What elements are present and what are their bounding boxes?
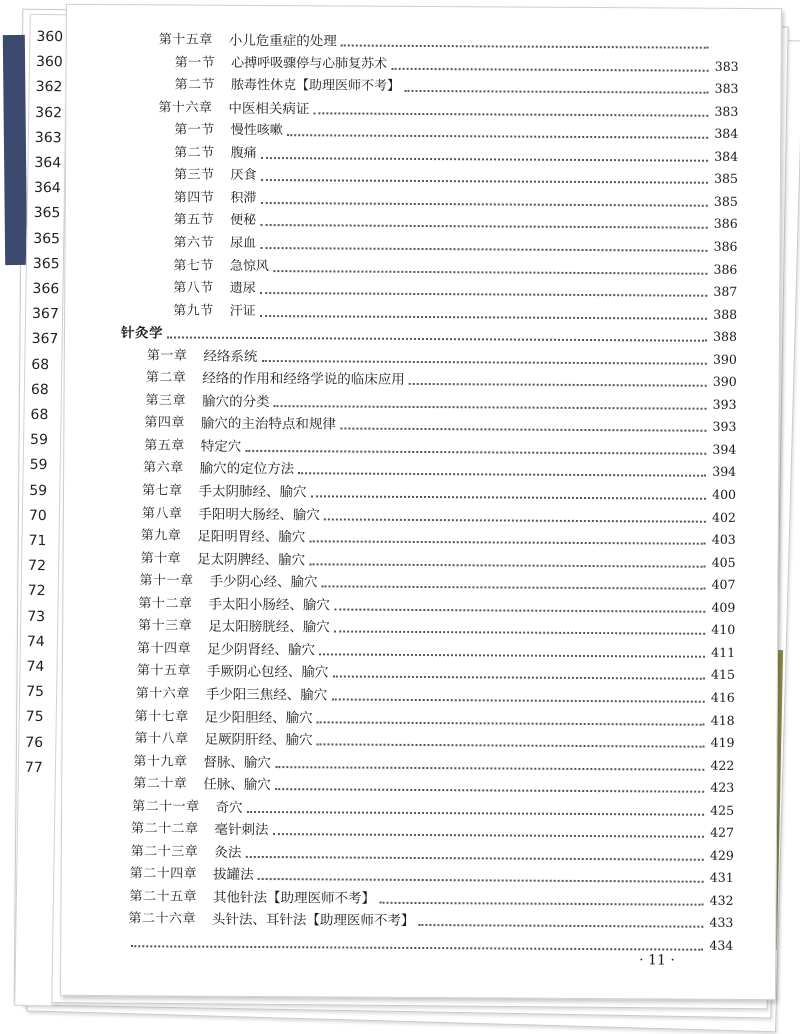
toc-entry-title: 经络的作用和经络学说的临床应用: [202, 370, 405, 389]
toc-entry-title: 足太阴脾经、腧穴: [197, 551, 306, 568]
toc-entry-title: 任脉、腧穴: [203, 776, 271, 794]
toc-entry-title: 足厥阴肝经、腧穴: [204, 731, 313, 749]
toc-entry-title: 手太阳小肠经、腧穴: [208, 596, 330, 614]
leader-dots: [272, 833, 703, 838]
toc-entry[interactable]: [128, 911, 733, 933]
toc-entry[interactable]: [146, 370, 737, 392]
toc-entry-label: 第一节: [174, 122, 215, 138]
leader-dots: [260, 247, 707, 252]
toc-entry-title: 汗证: [229, 303, 256, 319]
toc-entry[interactable]: [173, 234, 737, 255]
leader-dots: [245, 856, 703, 861]
leader-dots: [331, 698, 704, 702]
toc-entry-page: 411: [711, 644, 736, 660]
toc-entry-label: 第八节: [173, 280, 214, 296]
leader-dots: [317, 721, 705, 725]
toc-entry-title: 便秘: [230, 213, 257, 229]
toc-entry-page: 425: [710, 802, 735, 818]
toc-entry-label: 第六节: [173, 235, 215, 251]
toc-entry-page: 433: [709, 915, 734, 931]
toc-entry-page: 418: [710, 712, 735, 728]
toc-entry-title: 足少阳胆经、腧穴: [204, 709, 313, 726]
side-page-number: 77: [24, 759, 43, 776]
toc-entry-page: 415: [711, 667, 735, 683]
toc-entry-title: 其他针法【助理医师不考】: [213, 889, 376, 907]
leader-dots: [275, 788, 704, 793]
toc-entry[interactable]: [141, 527, 736, 549]
toc-entry-title: 心搏呼吸骤停与心肺复苏术: [231, 55, 388, 72]
toc-entry-title: 腹痛: [230, 145, 257, 161]
leader-dots: [418, 924, 703, 928]
toc-entry-page: 386: [713, 216, 738, 232]
toc-entry-label: 第十六章: [158, 100, 213, 116]
side-page-number: 364: [34, 154, 62, 172]
toc-entry[interactable]: [174, 144, 738, 165]
toc-entry[interactable]: [138, 618, 735, 640]
toc-entry-title: 足太阳膀胱经、腧穴: [208, 618, 330, 636]
side-page-number: 366: [32, 280, 60, 298]
toc-entry-page: 419: [710, 734, 735, 750]
toc-entry[interactable]: [159, 31, 739, 53]
toc-entry-page: 422: [710, 757, 735, 773]
leader-dots: [258, 878, 704, 883]
toc-entry-title: 足阳明胃经、腧穴: [197, 528, 306, 546]
toc-entry-label: 第二十章: [133, 776, 188, 792]
toc-entry-title: 经络系统: [203, 348, 258, 365]
leader-dots: [391, 67, 708, 71]
toc-entry-label: 第十六章: [135, 686, 190, 702]
toc-entry[interactable]: [174, 167, 738, 188]
toc-entry-label: 第一节: [174, 55, 216, 71]
toc-entry-label: 第三节: [173, 167, 215, 184]
toc-entry-title: 腧穴的主治特点和规律: [200, 415, 337, 433]
toc-entry-label: 第十章: [140, 550, 182, 567]
toc-entry-label: 第十二章: [138, 596, 193, 612]
toc-entry-page: 394: [712, 464, 737, 480]
toc-entry-label: 第十五章: [158, 32, 213, 48]
toc-entry[interactable]: [174, 212, 738, 233]
toc-entry[interactable]: [174, 189, 738, 210]
toc-entry-page: 384: [714, 125, 739, 142]
toc-entry-label: 第十七章: [134, 708, 189, 725]
leader-dots: [309, 540, 705, 544]
toc-entry-page: 432: [709, 892, 734, 908]
toc-entry-label: 第二十一章: [132, 798, 200, 815]
side-page-number: 360: [35, 54, 63, 71]
toc-entry-label: 第十四章: [137, 641, 192, 657]
leader-dots: [261, 360, 706, 365]
leader-dots: [275, 766, 704, 771]
leader-dots: [404, 90, 708, 94]
leader-dots: [260, 315, 707, 320]
toc-entry-page: 407: [711, 576, 736, 593]
toc-entry-title: 足少阴肾经、腧穴: [207, 641, 316, 659]
side-page-number: 362: [35, 79, 63, 96]
toc-entry-page: 409: [711, 599, 736, 615]
toc-entry-label: 第二十三章: [130, 844, 199, 860]
toc-entry-page: 390: [712, 374, 737, 390]
toc-entry[interactable]: [143, 460, 736, 482]
toc-entry[interactable]: [144, 437, 736, 459]
toc-entry-title: 脓毒性休克【助理医师不考】: [230, 77, 401, 94]
side-page-number: 59: [29, 457, 48, 474]
side-page-number: 75: [25, 709, 44, 726]
toc-entry-label: 第二节: [174, 77, 216, 93]
side-page-number: 367: [31, 331, 59, 348]
toc-entry-page: 394: [712, 441, 737, 457]
toc-entry-label: 第八章: [141, 505, 183, 522]
leader-dots: [131, 945, 703, 950]
side-page-number: 70: [28, 507, 47, 524]
toc-entry[interactable]: [139, 572, 735, 594]
toc-entry[interactable]: [142, 482, 736, 504]
toc-entry-page: 393: [712, 396, 737, 412]
side-page-number: 367: [31, 306, 59, 323]
toc-entry-title: 腧穴的定位方法: [199, 461, 295, 478]
toc-entry-title: 手厥阴心包经、腧穴: [206, 664, 329, 681]
toc-entry-page: 431: [709, 870, 734, 886]
leader-dots: [316, 743, 704, 747]
toc-entry-page: 403: [711, 531, 736, 548]
toc-entry-label: 第二十六章: [128, 911, 196, 928]
leader-dots: [409, 383, 707, 387]
toc-entry[interactable]: [136, 685, 735, 707]
side-page-number: 74: [26, 658, 45, 676]
toc-entry-page: 390: [712, 351, 737, 367]
toc-entry-label: 第五节: [173, 212, 215, 229]
toc-entry-page: 387: [713, 283, 738, 299]
toc-entry-page: 400: [712, 486, 737, 502]
toc-entry[interactable]: [129, 888, 733, 910]
toc-entry-page: 410: [711, 622, 736, 638]
toc-entry[interactable]: [133, 753, 734, 775]
leader-dots: [287, 134, 708, 139]
leader-dots: [261, 157, 708, 162]
toc-entry[interactable]: [173, 280, 737, 301]
toc-entry-title: 灸法: [214, 844, 242, 861]
leader-dots: [340, 428, 706, 432]
toc-entry-title: 毫针刺法: [214, 821, 269, 839]
toc-entry[interactable]: [141, 550, 736, 572]
toc-entry-title: 腧穴的分类: [202, 393, 270, 410]
toc-entry[interactable]: [137, 640, 735, 662]
toc-entry-page: 385: [713, 193, 738, 209]
toc-page: [60, 4, 782, 1000]
toc-entry-label: 第四章: [144, 415, 186, 431]
leader-dots: [324, 518, 706, 522]
toc-entry[interactable]: [130, 866, 734, 888]
toc-entry-label: 第六章: [143, 460, 184, 476]
toc-entry-page: 427: [710, 825, 735, 841]
toc-entry-title: 尿血: [230, 235, 257, 251]
toc-entry-title: 厌食: [230, 168, 257, 184]
leader-dots: [274, 405, 707, 410]
toc-entry[interactable]: [142, 505, 736, 527]
toc-entry-title: 拔罐法: [213, 867, 254, 884]
leader-dots: [245, 450, 706, 455]
leader-dots: [260, 292, 707, 297]
leader-dots: [341, 44, 709, 48]
toc-entry[interactable]: [133, 775, 734, 797]
toc-entry-label: 第二节: [174, 145, 215, 161]
toc-entry[interactable]: [131, 820, 734, 842]
side-page-number: 360: [36, 28, 64, 46]
side-page-number: 363: [34, 129, 62, 147]
leader-dots: [321, 586, 705, 590]
toc-entry[interactable]: [173, 257, 737, 278]
toc-entry[interactable]: [131, 843, 734, 865]
toc-entry-label: 第九节: [173, 303, 214, 319]
leader-dots: [247, 811, 704, 816]
toc-entry-label: 第二十四章: [129, 866, 198, 882]
toc-entry-label: 针灸学: [120, 325, 164, 342]
leader-dots: [298, 473, 706, 477]
toc-entry-title: 急惊风: [229, 258, 269, 274]
toc-entry-title: 手阳明大肠经、腧穴: [198, 506, 320, 523]
side-page-number: 75: [26, 683, 45, 701]
toc-entry[interactable]: [137, 663, 735, 685]
toc-entry-title: 特定穴: [200, 438, 242, 455]
leader-dots: [334, 608, 705, 612]
toc-entry-title: 小儿危重症的处理: [228, 32, 337, 50]
toc-entry[interactable]: [132, 798, 734, 820]
toc-entry-page: 384: [714, 148, 739, 164]
side-page-number: 76: [25, 734, 44, 751]
toc-entry-label: 第一章: [146, 348, 188, 364]
toc-entry-page: 388: [713, 306, 738, 322]
toc-entry-title: 慢性咳嗽: [230, 123, 283, 139]
toc-entry-label: 第四节: [173, 190, 215, 206]
toc-entry[interactable]: [174, 77, 738, 98]
side-page-number: 59: [29, 432, 49, 449]
side-page-number: 59: [29, 482, 48, 499]
toc-entry-page: 423: [710, 779, 735, 796]
side-page-number: 71: [28, 532, 47, 550]
toc-entry-label: 第九章: [140, 528, 182, 544]
side-page-number: 362: [35, 104, 63, 121]
toc-entry[interactable]: [134, 730, 734, 752]
toc-entry-page: 383: [714, 80, 739, 97]
leader-dots: [313, 112, 708, 116]
toc-entry-label: 第十一章: [139, 573, 194, 589]
leader-dots: [309, 563, 705, 567]
toc-entry-page: 402: [711, 509, 736, 525]
toc-entry[interactable]: [158, 99, 738, 121]
toc-entry-page: 416: [710, 689, 735, 705]
leader-dots: [167, 337, 707, 342]
leader-dots: [379, 902, 703, 906]
toc-entry-label: 第十八章: [134, 731, 189, 747]
side-page-number: 365: [33, 205, 61, 222]
book-cover-edge: [3, 35, 27, 265]
toc-entry-label: 第五章: [144, 438, 185, 454]
toc-entry-title: 遗尿: [229, 280, 256, 297]
leader-dots: [260, 179, 707, 184]
leader-dots: [319, 653, 705, 657]
side-page-number: 72: [27, 583, 46, 600]
toc-entry-title: 中医相关病证: [228, 100, 310, 117]
toc-entry-label: 第三章: [145, 393, 187, 409]
toc-entry[interactable]: [147, 347, 737, 369]
toc-entry-page: 405: [711, 554, 736, 570]
side-page-number: 365: [32, 255, 60, 273]
side-page-number: 68: [30, 406, 49, 424]
side-page-number: 365: [33, 230, 61, 247]
toc-entry-title: 手少阳三焦经、腧穴: [205, 686, 328, 704]
leader-dots: [332, 676, 704, 680]
toc-entry[interactable]: [146, 392, 737, 414]
toc-entry-page: 383: [714, 58, 739, 74]
toc-entry-label: 第二十二章: [130, 821, 199, 837]
toc-entry-title: 手太阴肺经、腧穴: [198, 483, 307, 501]
toc-entry[interactable]: [135, 708, 735, 730]
toc-entry-title: 手少阴心经、腧穴: [209, 573, 318, 591]
toc-entry-title: 积滞: [230, 190, 257, 206]
page-number: · 11 ·: [639, 952, 675, 969]
table-of-contents: [67, 5, 781, 953]
toc-entry-page: 385: [714, 171, 738, 187]
toc-entry[interactable]: [144, 415, 736, 437]
toc-entry[interactable]: [175, 54, 739, 75]
leader-dots: [260, 202, 707, 207]
toc-entry-page: 383: [714, 103, 739, 119]
toc-entry-label: 第七节: [173, 257, 214, 274]
toc-entry-label: 第二章: [145, 370, 187, 386]
toc-entry-page: 434: [709, 937, 734, 953]
toc-entry-label: 第十九章: [133, 753, 188, 770]
side-page-number: 73: [27, 608, 46, 625]
toc-entry[interactable]: [174, 122, 738, 143]
leader-dots: [311, 495, 706, 499]
toc-entry[interactable]: [121, 324, 737, 346]
toc-entry-page: 429: [709, 847, 734, 863]
side-page-number: 74: [26, 633, 45, 650]
leader-dots: [273, 270, 707, 275]
toc-entry-title: 奇穴: [215, 799, 243, 816]
side-page-number: 68: [30, 381, 49, 398]
toc-entry-label: 第七章: [141, 483, 183, 499]
side-page-number: 72: [27, 557, 47, 575]
toc-entry-page: 386: [713, 238, 738, 254]
toc-entry-page: 388: [713, 328, 738, 345]
side-page-number: 364: [33, 180, 61, 197]
side-page-number: 68: [31, 356, 50, 373]
toc-entry-title: 督脉、腧穴: [203, 754, 271, 771]
toc-entry-title: 头针法、耳针法【助理医师不考】: [211, 912, 415, 930]
toc-entry-page: 393: [712, 419, 737, 435]
toc-entry[interactable]: [173, 302, 737, 323]
leader-dots: [334, 631, 705, 635]
leader-dots: [260, 224, 707, 229]
toc-entry[interactable]: [138, 595, 735, 617]
toc-entry-label: 第十五章: [136, 663, 191, 679]
toc-entry-page: 386: [713, 261, 738, 277]
toc-entry-label: 第十三章: [138, 618, 193, 634]
toc-entry-label: 第二十五章: [129, 889, 198, 905]
